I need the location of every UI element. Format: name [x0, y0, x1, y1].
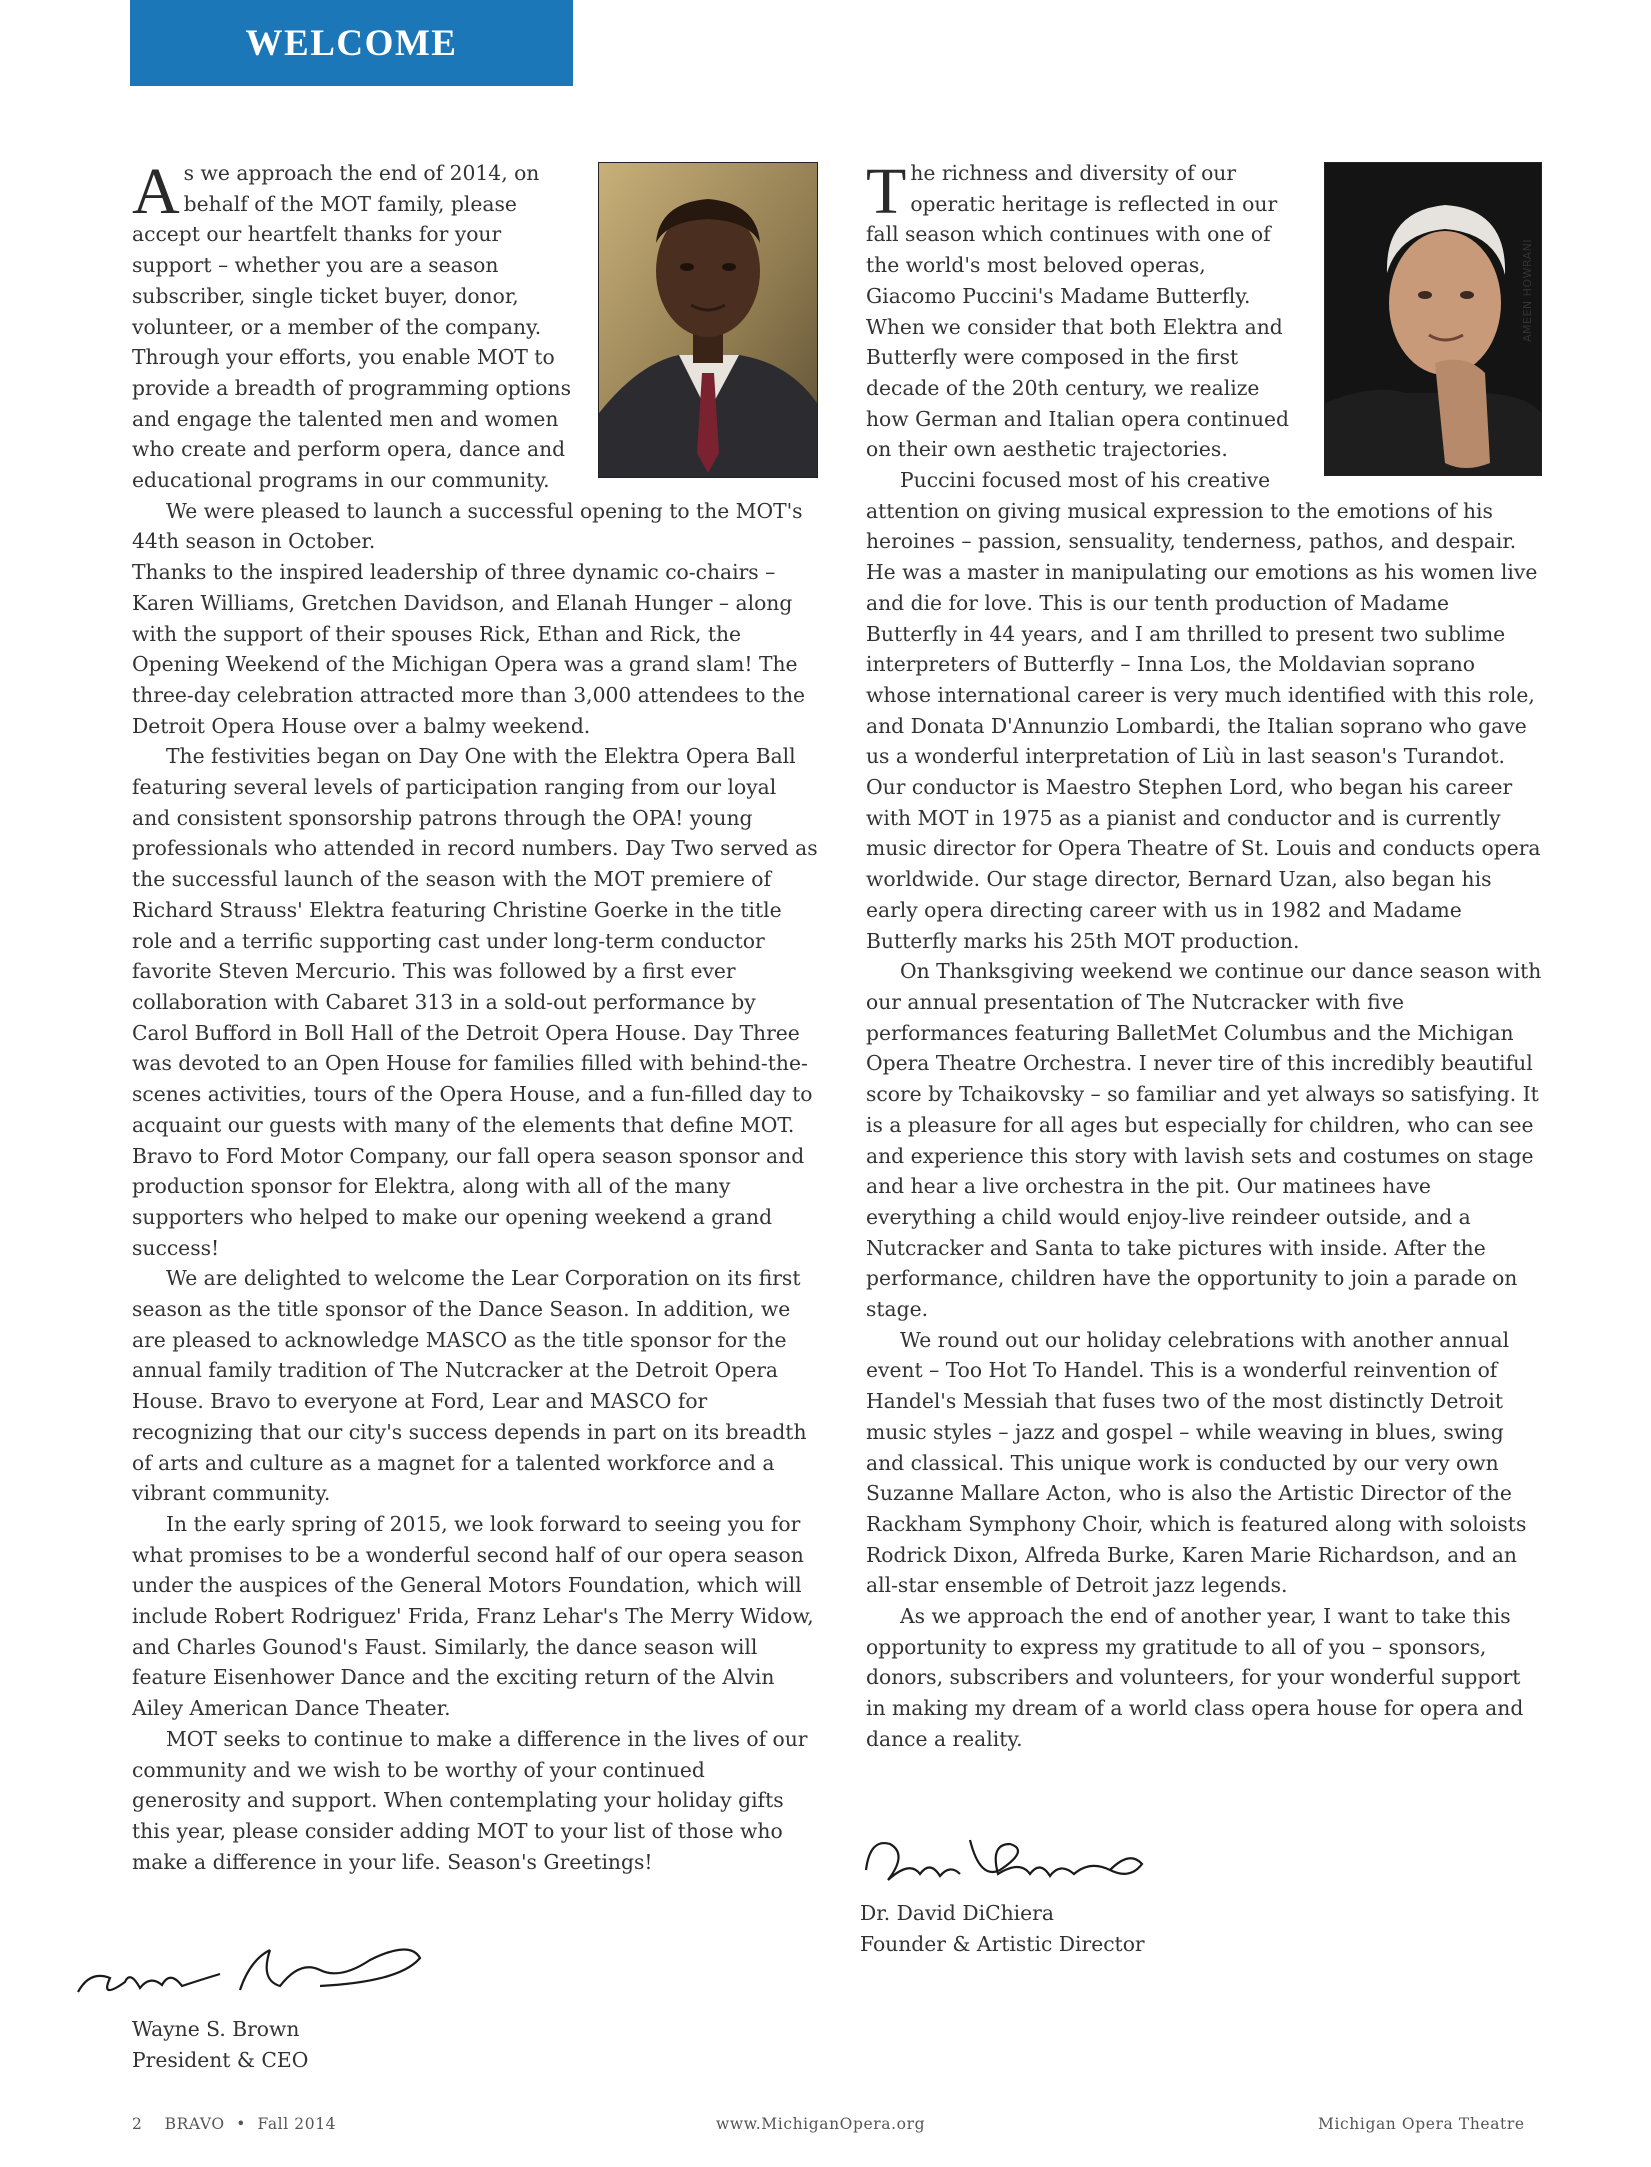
footer-organization: Michigan Opera Theatre: [1318, 2115, 1525, 2133]
paragraph: s we approach the end of 2014, on behalf of the MOT family, please accept our heartfelt thanks for your support – whether you are a season subscriber, single ticket buyer, donor, volunteer, or a member of the company. Through your efforts, you enable MOT to provide a breadth of programming options and engage the talented men and women who create and perform opera, dance and educational programs in our community.: [132, 161, 571, 493]
signatory-title: President & CEO: [132, 2047, 309, 2072]
paragraph: As we approach the end of another year, I want to take this opportunity to express my gratitude to all of you – sponsors, donors, subscribers and volunteers, for your wonderful support in making my dream of a world class opera house for opera and dance a reality.: [866, 1604, 1524, 1751]
portrait-photo-david-dichiera: [1324, 162, 1542, 476]
photo-credit: AMEEN HOWRANI: [1521, 238, 1534, 342]
paragraph: On Thanksgiving weekend we continue our dance season with our annual presentation of The Nutcracker with five performances featuring BalletMet Columbus and the Michigan Opera Theatre Orchestra. I never tire of this incredibly beautiful score by Tchaikovsky – so familiar and yet always so satisfying. It is a pleasure for all ages but especially for children, who can see and experience this story with lavish sets and costumes on stage and hear a live orchestra in the pit. Our matinees have everything a child would enjoy-live reindeer outside, and a Nutcracker and Santa to take pictures with inside. After the performance, children have the opportunity to join a parade on stage.: [866, 959, 1542, 1322]
publication-name: BRAVO: [164, 2115, 225, 2133]
signatory-name: Dr. David DiChiera: [860, 1901, 1054, 1925]
paragraph: We are delighted to welcome the Lear Corporation on its first season as the title sponsor of the Dance Season. In addition, we are pleased to acknowledge MASCO as the title sponsor for the annual family tradition of The Nutcracker at the Detroit Opera House. Bravo to everyone at Ford, Lear and MASCO for recognizing that our city's success depends in part on its breadth of arts and culture as a magnet for a talented workforce and a vibrant community.: [132, 1266, 807, 1506]
separator-dot: •: [236, 2115, 246, 2133]
paragraph: Puccini focused most of his creative attention on giving musical expression to the emotions of his heroines – passion, sensuality, tenderness, pathos, and despair. He was a master in manipulating our emotions as his women live and die for love. This is our tenth production of Madame Butterfly in 44 years, and I am thrilled to present two sublime interpreters of Butterfly – Inna Los, the Moldavian soprano whose international career is very much identified with this role, and Donata D'Annunzio Lombardi, the Italian soprano who gave us a wonderful interpretation of Liù in last season's Turandot. Our conductor is Maestro Stephen Lord, who began his career with MOT in 1975 as a pianist and conductor and is currently music director for Opera Theatre of St. Louis and conducts opera worldwide. Our stage director, Bernard Uzan, also began his early opera directing career with us in 1982 and Madame Butterfly marks his 25th MOT production.: [866, 468, 1541, 953]
drop-cap-letter: T: [866, 155, 907, 228]
portrait-photo-wayne-brown: [598, 162, 818, 478]
signatory-title: Founder & Artistic Director: [860, 1931, 1145, 1956]
signatory-name: Wayne S. Brown: [132, 2017, 300, 2041]
paragraph: We round out our holiday celebrations with another annual event – Too Hot To Handel. This is a wonderful reinvention of Handel's Messiah that fuses two of the most distinctly Detroit music styles – jazz and gospel – while weaving in blues, swing and classical. This unique work is conducted by our very own Suzanne Mallare Acton, who is also the Artistic Director of the Rackham Symphony Choir, which is featured along with soloists Rodrick Dixon, Alfreda Burke, Karen Marie Richardson, and an all-star ensemble of Detroit jazz legends.: [866, 1327, 1527, 1598]
issue-date: Fall 2014: [257, 2115, 337, 2133]
handwritten-signature-wayne-brown: [70, 1930, 430, 2010]
paragraph: The festivities began on Day One with the Elektra Opera Ball featuring several levels of participation ranging from our loyal and consistent sponsorship patrons through the OPA! young professionals who attended in record numbers. Day Two served as the successful launch of the season with the MOT premiere of Richard Strauss' Elektra featuring Christine Goerke in the title role and a terrific supporting cast under long-term conductor favorite Steven Mercurio. This was followed by a first ever collaboration with Cabaret 313 in a sold-out performance by Carol Bufford in Boll Hall of the Detroit Opera House. Day Three was devoted to an Open House for families filled with behind-the-scenes activities, tours of the Opera House, and a fun-filled day to acquaint our guests with many of the elements that define MOT. Bravo to Ford Motor Company, our fall opera season sponsor and production sponsor for Elektra, along with all of the many supporters who helped to make our opening weekend a grand success!: [132, 744, 818, 1260]
paragraph: he richness and diversity of our operatic heritage is reflected in our fall season which continues with one of the world's most beloved operas, Giacomo Puccini's Madame Butterfly. When we consider that both Elektra and Butterfly were composed in the first decade of the 20th century, we realize how German and Italian opera continued on their own aesthetic trajectories.: [866, 161, 1290, 462]
section-title: WELCOME: [245, 22, 458, 64]
paragraph: In the early spring of 2015, we look forward to seeing you for what promises to be a wonderful second half of our opera season under the auspices of the General Motors Foundation, which will include Robert Rodriguez' Frida, Franz Lehar's The Merry Widow, and Charles Gounod's Faust. Similarly, the dance season will feature Eisenhower Dance and the exciting return of the Alvin Ailey American Dance Theater.: [132, 1511, 814, 1721]
section-header-banner: [130, 0, 573, 86]
handwritten-signature-david-dichiera: [860, 1830, 1160, 1894]
page-number: 2: [132, 2115, 143, 2133]
signature-block-right: [860, 1830, 1160, 1959]
paragraph: Thanks to the inspired leadership of three dynamic co-chairs – Karen Williams, Gretchen Davidson, and Elanah Hunger – along with the support of their spouses Rick, Ethan and Rick, the Opening Weekend of the Michigan Opera was a grand slam! The three-day celebration attracted more than 3,000 attendees to the Detroit Opera House over a balmy weekend.: [132, 560, 806, 738]
paragraph: MOT seeks to continue to make a difference in the lives of our community and we wish to be worthy of your continued generosity and support. When contemplating your holiday gifts this year, please consider adding MOT to your list of those who make a difference in your life. Season's Greetings!: [132, 1726, 808, 1874]
footer-publication-info: [132, 2115, 336, 2133]
signature-block-left: [70, 1930, 430, 2075]
footer-website: www.MichiganOpera.org: [716, 2115, 926, 2133]
paragraph: We were pleased to launch a successful opening to the MOT's 44th season in October.: [132, 498, 803, 554]
drop-cap-letter: A: [132, 155, 180, 228]
right-letter-column: [866, 155, 1542, 1755]
left-letter-column: [132, 155, 818, 1877]
